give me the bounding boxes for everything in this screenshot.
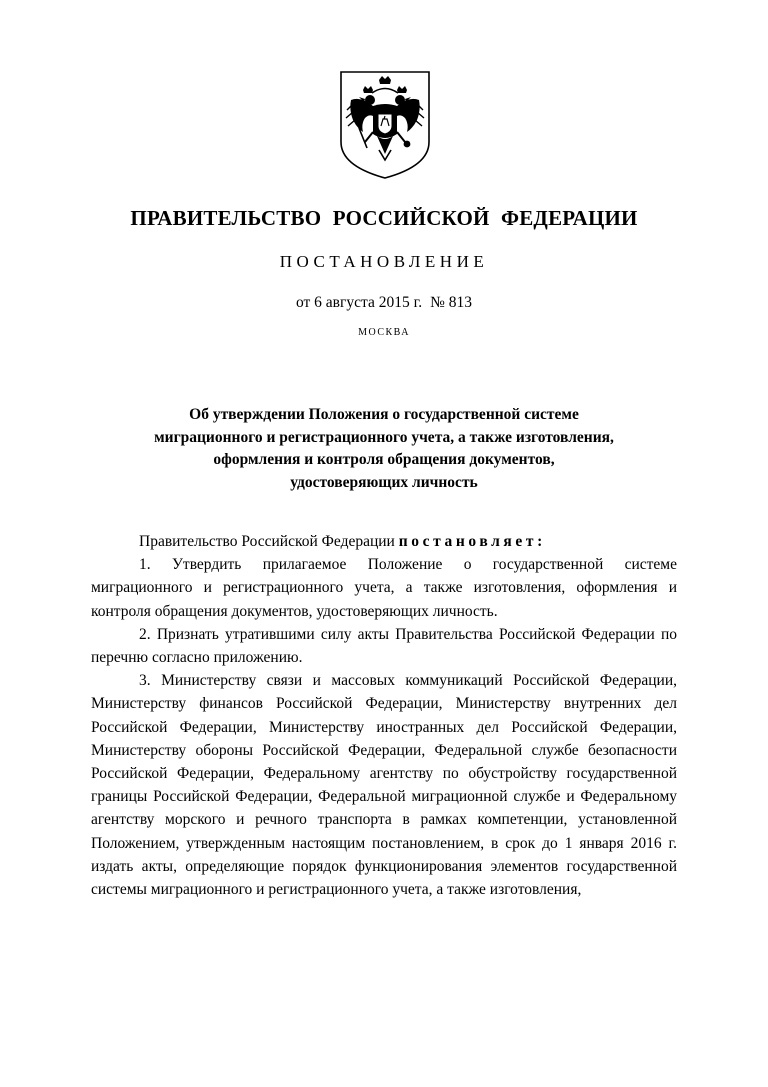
decree-verb: постановляет:: [398, 533, 546, 550]
subject-line: удостоверяющих личность: [290, 473, 478, 491]
subject-line: миграционного и регистрационного учета, а также изготовления,: [154, 428, 614, 446]
document-type: ПОСТАНОВЛЕНИЕ: [279, 252, 489, 271]
subject-line: оформления и контроля обращения документов,: [213, 451, 555, 468]
document-number: № 813: [430, 294, 472, 311]
body-paragraph: 3. Министерству связи и массовых коммуникаций Российской Федерации, Министерству финансов Российской Федерации, Министерству внутренних дел Российской Федерации, Министерству иностранных дел Российской Федерации, Министерству обороны Российской Федерации, Федеральной службе безопасности Российской Федерации, Федеральному агентству по обустройству государственной границы Российской Федерации, Федеральной миграционной службе и Федеральному агентству морского и речного транспорта в рамках компетенции, установленной Положением, утвержденным настоящим постановлением, в срок до 1 января 2016 г. издать акты, определяющие порядок функционирования элементов государственной системы миграционного и регистрационного учета, а также изготовления,: [91, 672, 677, 899]
body-paragraph: 1. Утвердить прилагаемое Положение о государственной системе миграционного и регистрационного учета, а также изготовления, оформления и контроля обращения документов, удостоверяющих личность.: [91, 556, 677, 620]
document-subject: [100, 404, 668, 494]
document-body: [91, 530, 677, 901]
subject-line: Об утверждении Положения о государственной системе: [189, 406, 579, 423]
russian-double-headed-eagle-coat-of-arms-icon: [339, 70, 431, 180]
intro-paragraph: [91, 530, 677, 553]
document-date: от 6 августа 2015 г.: [295, 294, 423, 311]
document-date-line: [0, 294, 768, 312]
body-paragraph: 2. Признать утратившими силу акты Правительства Российской Федерации по перечню согласно приложению.: [91, 625, 677, 667]
document-city: МОСКВА: [358, 327, 410, 338]
intro-text: Правительство Российской Федерации: [139, 533, 399, 550]
issuing-authority-title: ПРАВИТЕЛЬСТВО РОССИЙСКОЙ ФЕДЕРАЦИИ: [130, 206, 638, 230]
